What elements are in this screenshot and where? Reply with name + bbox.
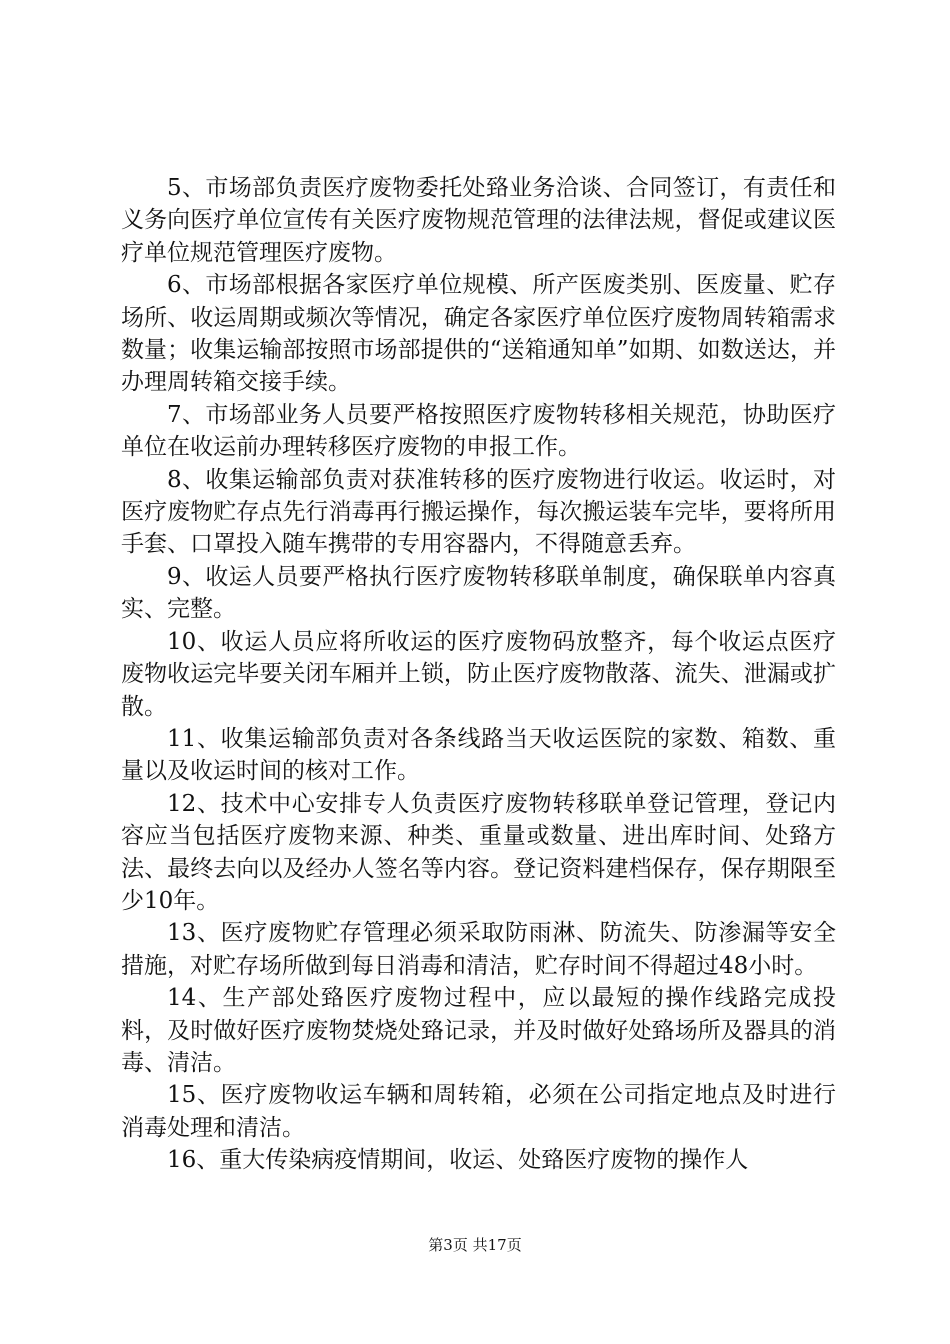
paragraph-15: 15、医疗废物收运车辆和周转箱，必须在公司指定地点及时进行消毒处理和清洁。 [121, 1082, 836, 1141]
paragraph-14: 14、生产部处臵医疗废物过程中，应以最短的操作线路完成投料，及时做好医疗废物焚烧处臵记录，并及时做好处臵场所及器具的消毒、清洁。 [121, 985, 836, 1076]
paragraph-7: 7、市场部业务人员要严格按照医疗废物转移相关规范，协助医疗单位在收运前办理转移医疗废物的申报工作。 [121, 401, 836, 461]
paragraph-16: 16、重大传染病疫情期间，收运、处臵医疗废物的操作人 [167, 1147, 749, 1174]
paragraph-12: 12、技术中心安排专人负责医疗废物转移联单登记管理，登记内容应当包括医疗废物来源、种类、重量或数量、进出库时间、处臵方法、最终去向以及经办人签名等内容。登记资料建档保存，保存期限至少10年。 [121, 790, 836, 914]
paragraph-6: 6、市场部根据各家医疗单位规模、所产医废类别、医废量、贮存场所、收运周期或频次等情况，确定各家医疗单位医疗废物周转箱需求数量；收集运输部按照市场部提供的“送箱通知单”如期、如数送达，并办理周转箱交接手续。 [121, 272, 836, 396]
page-number-footer: 第3页 共17页 [428, 1236, 522, 1254]
paragraph-10: 10、收运人员应将所收运的医疗废物码放整齐，每个收运点医疗废物收运完毕要关闭车厢并上锁，防止医疗废物散落、流失、泄漏或扩散。 [121, 628, 836, 720]
paragraph-13: 13、医疗废物贮存管理必须采取防雨淋、防流失、防渗漏等安全措施，对贮存场所做到每日消毒和清洁，贮存时间不得超过48小时。 [121, 920, 836, 979]
paragraph-8: 8、收集运输部负责对获准转移的医疗废物进行收运。收运时，对医疗废物贮存点先行消毒再行搬运操作，每次搬运装车完毕，要将所用手套、口罩投入随车携带的专用容器内，不得随意丢弃。 [121, 466, 836, 558]
document-body [121, 172, 836, 1177]
paragraph-5: 5、市场部负责医疗废物委托处臵业务洽谈、合同签订，有责任和义务向医疗单位宣传有关医疗废物规范管理的法律法规，督促或建议医疗单位规范管理医疗废物。 [121, 175, 836, 266]
paragraph-11: 11、收集运输部负责对各条线路当天收运医院的家数、箱数、重量以及收运时间的核对工作。 [121, 725, 836, 785]
paragraph-9: 9、收运人员要严格执行医疗废物转移联单制度，确保联单内容真实、完整。 [121, 563, 836, 623]
